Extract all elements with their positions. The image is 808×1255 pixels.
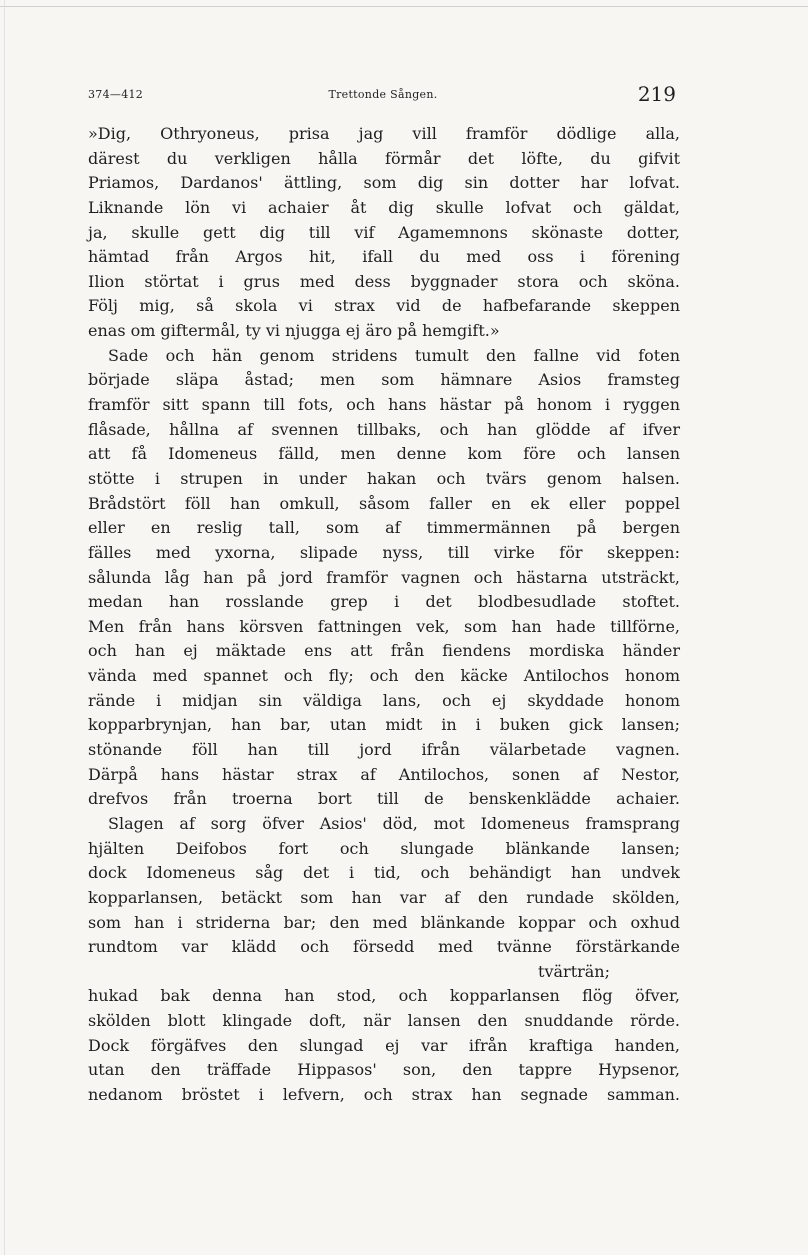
text-line: utan den träffade Hippasos' son, den tappre Hypsenor, bbox=[88, 1060, 680, 1080]
text-line: sålunda låg han på jord framför vagnen och hästarna utsträckt, bbox=[88, 567, 680, 587]
scan-edge-left bbox=[4, 0, 5, 1255]
text-line: som han i striderna bar; den med blänkande koppar och oxhud bbox=[88, 912, 680, 932]
text-line: eller en reslig tall, som af timmermännen på bergen bbox=[88, 518, 680, 538]
scan-edge-top bbox=[0, 6, 808, 7]
text-line-continuation: tvärträn; bbox=[538, 961, 610, 981]
page-header bbox=[88, 82, 678, 112]
text-line: Men från hans körsven fattningen vek, som han hade tillförne, bbox=[88, 616, 680, 636]
text-line: Ilion störtat i grus med dess byggnader stora och sköna. bbox=[88, 271, 680, 291]
text-line: Priamos, Dardanos' ättling, som dig sin dotter har lofvat. bbox=[88, 173, 680, 193]
text-line: kopparbrynjan, han bar, utan midt in i buken gick lansen; bbox=[88, 715, 680, 735]
text-line: dock Idomeneus såg det i tid, och behändigt han undvek bbox=[88, 863, 680, 883]
text-line: Slagen af sorg öfver Asios' död, mot Idomeneus framsprang bbox=[108, 813, 680, 833]
text-line: Följ mig, så skola vi strax vid de hafbefarande skeppen bbox=[88, 296, 680, 316]
text-line: medan han rosslande grep i det blodbesudlade stoftet. bbox=[88, 592, 680, 612]
text-line: hämtad från Argos hit, ifall du med oss i förening bbox=[88, 247, 680, 267]
text-line: enas om giftermål, ty vi njugga ej äro på hemgift.» bbox=[88, 321, 500, 341]
text-line: Därpå hans hästar strax af Antilochos, sonen af Nestor, bbox=[88, 764, 680, 784]
line-range: 374—412 bbox=[88, 88, 144, 101]
text-line: rände i midjan sin väldiga lans, och ej skyddade honom bbox=[88, 690, 680, 710]
text-line: Sade och hän genom stridens tumult den fallne vid foten bbox=[108, 345, 680, 365]
text-line: därest du verkligen hålla förmår det löfte, du gifvit bbox=[88, 148, 680, 168]
text-line: kopparlansen, betäckt som han var af den rundade skölden, bbox=[88, 887, 680, 907]
text-line: skölden blott klingade doft, när lansen den snuddande rörde. bbox=[88, 1011, 680, 1031]
text-line: ja, skulle gett dig till vif Agamemnons skönaste dotter, bbox=[88, 222, 680, 242]
text-line: började släpa åstad; men som hämnare Asios framsteg bbox=[88, 370, 680, 390]
running-title: Trettonde Sången. bbox=[328, 88, 438, 101]
text-line: och han ej mäktade ens att från fiendens mordiska händer bbox=[88, 641, 680, 661]
text-line: Brådstört föll han omkull, såsom faller en ek eller poppel bbox=[88, 493, 680, 513]
page-number: 219 bbox=[637, 82, 676, 106]
text-line: hukad bak denna han stod, och kopparlansen flög öfver, bbox=[88, 986, 680, 1006]
poem-text bbox=[88, 122, 680, 1108]
text-line: Dock förgäfves den slungad ej var ifrån kraftiga handen, bbox=[88, 1035, 680, 1055]
text-line: stönande föll han till jord ifrån välarbetade vagnen. bbox=[88, 740, 680, 760]
text-line: hjälten Deifobos fort och slungade blänkande lansen; bbox=[88, 838, 680, 858]
text-line: fälles med yxorna, slipade nyss, till virke för skeppen: bbox=[88, 542, 680, 562]
text-line: rundtom var klädd och försedd med tvänne förstärkande bbox=[88, 937, 680, 957]
text-line: vända med spannet och fly; och den käcke Antilochos honom bbox=[88, 666, 680, 686]
text-line: Liknande lön vi achaier åt dig skulle lofvat och gäldat, bbox=[88, 197, 680, 217]
text-line: att få Idomeneus fälld, men denne kom före och lansen bbox=[88, 444, 680, 464]
text-line: stötte i strupen in under hakan och tvärs genom halsen. bbox=[88, 468, 680, 488]
text-line: framför sitt spann till fots, och hans hästar på honom i ryggen bbox=[88, 395, 680, 415]
text-line: drefvos från troerna bort till de benskenklädde achaier. bbox=[88, 789, 680, 809]
text-line: flåsade, hållna af svennen tillbaks, och han glödde af ifver bbox=[88, 419, 680, 439]
text-line: »Dig, Othryoneus, prisa jag vill framför dödlige alla, bbox=[88, 124, 680, 143]
text-line: nedanom bröstet i lefvern, och strax han segnade samman. bbox=[88, 1084, 680, 1104]
